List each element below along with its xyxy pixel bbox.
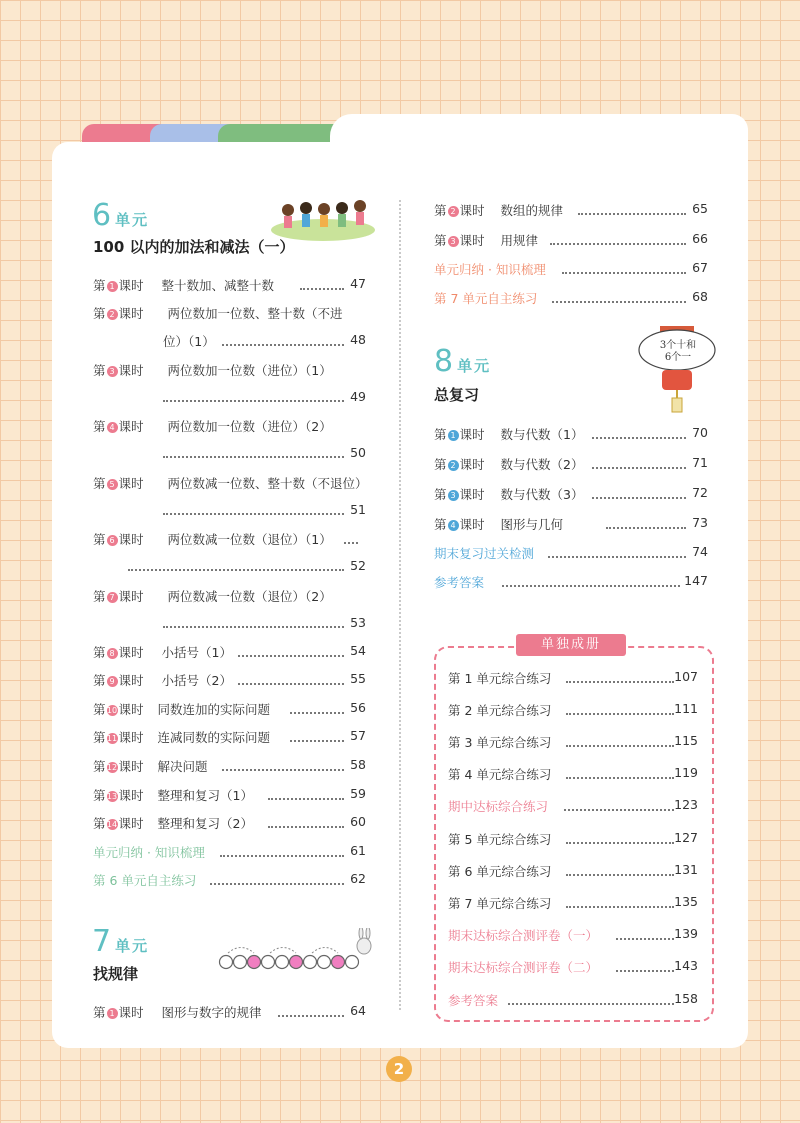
lesson-title: 同数连加的实际问题 (157, 702, 271, 717)
lesson-title: 数组的规律 (500, 203, 564, 218)
page-number: 158 (674, 991, 698, 1006)
leader-dots (592, 467, 686, 469)
booklet-entry[interactable]: 第 3 单元综合练习 (448, 735, 552, 750)
booklet-entry[interactable]: 第 7 单元综合练习 (448, 896, 552, 911)
lesson-title: 图形与几何 (500, 517, 564, 532)
page-number: 135 (674, 894, 698, 909)
leader-dots (578, 213, 686, 215)
unit7-practice-entry[interactable]: 第 7 单元自主练习 (434, 291, 538, 306)
page-number: 127 (674, 830, 698, 845)
page-number: 111 (674, 701, 698, 716)
lesson-number-badge: 2 (448, 460, 459, 471)
leader-dots (163, 626, 344, 628)
toc-entry[interactable]: 第 6 课时 两位数减一位数（退位）（1） (93, 532, 332, 547)
booklet-entry[interactable]: 第 4 单元综合练习 (448, 767, 552, 782)
page-number: 115 (674, 733, 698, 748)
toc-entry[interactable]: 第 3 课时 用规律 (434, 233, 539, 248)
lesson-number-badge: 1 (448, 430, 459, 441)
leader-dots (344, 542, 358, 544)
leader-dots (268, 798, 344, 800)
lantern-illustration (632, 322, 722, 418)
lesson-number-badge: 12 (106, 763, 118, 772)
booklet-entry[interactable]: 第 5 单元综合练习 (448, 832, 552, 847)
lesson-title: 小括号（1） (161, 645, 232, 660)
leader-dots (552, 301, 686, 303)
booklet-entry[interactable]: 参考答案 (448, 993, 499, 1008)
page-number: 52 (350, 558, 366, 573)
lesson-number-badge: 3 (448, 236, 459, 247)
page-number: 54 (350, 643, 366, 658)
page-number: 107 (674, 669, 698, 684)
lesson-number-badge: 8 (107, 648, 118, 659)
page-number: 67 (692, 260, 708, 275)
children-running-illustration (270, 196, 376, 242)
final-check-entry[interactable]: 期末复习过关检测 (434, 546, 535, 561)
toc-entry[interactable]: 第 5 课时 两位数减一位数、整十数（不退位） (93, 476, 368, 491)
page-number: 51 (350, 502, 366, 517)
page-number: 131 (674, 862, 698, 877)
unit8-heading (434, 344, 491, 379)
lesson-title: 数与代数（3） (500, 487, 584, 502)
leader-dots (300, 288, 344, 290)
toc-entry[interactable]: 第 9 课时 小括号（2） (93, 673, 232, 688)
page-number: 71 (692, 455, 708, 470)
toc-entry[interactable]: 第 1 课时 数与代数（1） (434, 427, 584, 442)
leader-dots (564, 809, 674, 811)
unit7-review-entry[interactable]: 单元归纳 · 知识梳理 (434, 262, 546, 277)
lesson-number-badge: 4 (448, 520, 459, 531)
page-number: 62 (350, 871, 366, 886)
page-number: 60 (350, 814, 366, 829)
lesson-title: 两位数减一位数（退位）（1） (167, 532, 332, 547)
unit6-word: 单元 (115, 211, 150, 229)
toc-entry[interactable]: 第11课时 连减同数的实际问题 (93, 730, 271, 745)
toc-entry[interactable]: 第 7 课时 两位数减一位数（退位）（2） (93, 589, 332, 604)
toc-entry[interactable]: 第 4 课时 两位数加一位数（进位）（2） (93, 419, 332, 434)
page-number: 56 (350, 700, 366, 715)
page-number: 64 (350, 1003, 366, 1018)
unit6-heading (92, 198, 149, 233)
lantern-shape (632, 322, 722, 418)
page-number: 72 (692, 485, 708, 500)
leader-dots (566, 842, 674, 844)
lesson-title: 两位数加一位数（进位）（1） (167, 363, 332, 378)
page-number: 147 (684, 573, 708, 588)
lesson-number-badge: 5 (107, 479, 118, 490)
lesson-number-badge: 10 (106, 706, 118, 715)
unit6-number: 6 (92, 198, 112, 233)
toc-entry[interactable]: 第 8 课时 小括号（1） (93, 645, 232, 660)
page-number: 68 (692, 289, 708, 304)
lesson-title: 连减同数的实际问题 (157, 730, 271, 745)
leader-dots (163, 513, 344, 515)
lesson-title: 整理和复习（1） (157, 788, 253, 803)
column-divider (399, 200, 401, 1010)
lesson-title: 小括号（2） (161, 673, 232, 688)
lesson-title: 图形与数字的规律 (161, 1005, 262, 1020)
lesson-title: 解决问题 (157, 759, 208, 774)
leader-dots (592, 497, 686, 499)
toc-entry[interactable]: 第 2 课时 数与代数（2） (434, 457, 584, 472)
page-number: 48 (350, 332, 366, 347)
page-number: 47 (350, 276, 366, 291)
leader-dots (502, 585, 680, 587)
leader-dots (222, 769, 344, 771)
leader-dots (290, 712, 344, 714)
leader-dots (238, 683, 344, 685)
answers-entry[interactable]: 参考答案 (434, 575, 485, 590)
leader-dots (210, 883, 344, 885)
lesson-number-badge: 6 (107, 535, 118, 546)
leader-dots (163, 456, 344, 458)
lesson-title: 整十数加、减整十数 (161, 278, 275, 293)
lesson-number-badge: 14 (106, 820, 118, 829)
unit6-title: 100 以内的加法和减法（一） (93, 238, 295, 256)
page-number: 65 (692, 201, 708, 216)
toc-entry[interactable]: 第14课时 整理和复习（2） (93, 816, 253, 831)
lesson-title: 数与代数（1） (500, 427, 584, 442)
page-number: 58 (350, 757, 366, 772)
lesson-number-badge: 1 (107, 1008, 118, 1019)
page-number: 73 (692, 515, 708, 530)
page-number: 49 (350, 389, 366, 404)
unit8-word: 单元 (457, 357, 492, 375)
leader-dots (606, 527, 686, 529)
lantern-text-line2: 6个一 (664, 352, 692, 363)
unit7-number: 7 (92, 924, 112, 959)
leader-dots (562, 272, 686, 274)
lesson-title: 两位数减一位数、整十数（不退位） (167, 476, 368, 491)
lesson-number-badge: 3 (107, 366, 118, 377)
page-number: 61 (350, 843, 366, 858)
page-number: 119 (674, 765, 698, 780)
leader-dots (238, 655, 344, 657)
page-number: 70 (692, 425, 708, 440)
booklet-entry[interactable]: 期末达标综合测评卷（一） (448, 928, 599, 943)
lesson-number-badge: 3 (448, 490, 459, 501)
leader-dots (616, 938, 674, 940)
unit6-review-entry[interactable]: 单元归纳 · 知识梳理 (93, 845, 205, 860)
leader-dots (128, 569, 344, 571)
unit7-heading (92, 924, 149, 959)
toc-entry[interactable]: 第 2 课时 两位数加一位数、整十数（不进 (93, 306, 343, 321)
leader-dots (566, 713, 674, 715)
unit8-number: 8 (434, 344, 454, 379)
leader-dots (290, 740, 344, 742)
unit8-title: 总复习 (434, 386, 480, 404)
lesson-number-badge: 11 (106, 734, 118, 743)
page-number: 50 (350, 445, 366, 460)
lesson-number-badge: 1 (107, 281, 118, 292)
leader-dots (268, 826, 344, 828)
lesson-number-badge: 7 (107, 592, 118, 603)
toc-entry[interactable]: 第13课时 整理和复习（1） (93, 788, 253, 803)
booklet-entry[interactable]: 期中达标综合练习 (448, 799, 549, 814)
leader-dots (616, 970, 674, 972)
toc-entry[interactable]: 第 4 课时 图形与几何 (434, 517, 564, 532)
page-number: 57 (350, 728, 366, 743)
lesson-number-badge: 2 (448, 206, 459, 217)
leader-dots (566, 874, 674, 876)
booklet-entry[interactable]: 第 1 单元综合练习 (448, 671, 552, 686)
page-number: 53 (350, 615, 366, 630)
toc-entry[interactable]: 第 1 课时 整十数加、减整十数 (93, 278, 275, 293)
lesson-title: 数与代数（2） (500, 457, 584, 472)
lesson-title: 两位数加一位数（进位）（2） (167, 419, 332, 434)
booklet-entry[interactable]: 期末达标综合测评卷（二） (448, 960, 599, 975)
toc-entry[interactable]: 第12课时 解决问题 (93, 759, 208, 774)
leader-dots (548, 556, 686, 558)
lesson-number-badge: 9 (107, 676, 118, 687)
toc-entry[interactable]: 第 1 课时 图形与数字的规律 (93, 1005, 262, 1020)
lantern-text-line1: 3个十和 (659, 340, 697, 351)
lesson-title: 两位数减一位数（退位）（2） (167, 589, 332, 604)
lesson-number-badge: 13 (106, 792, 118, 801)
page-number: 143 (674, 958, 698, 973)
page-number: 59 (350, 786, 366, 801)
leader-dots (566, 906, 674, 908)
leader-dots (163, 400, 344, 402)
unit6-practice-entry[interactable]: 第 6 单元自主练习 (93, 873, 197, 888)
leader-dots (566, 745, 674, 747)
leader-dots (220, 855, 344, 857)
page-number: 66 (692, 231, 708, 246)
lesson-number-badge: 4 (107, 422, 118, 433)
lesson-title: 整理和复习（2） (157, 816, 253, 831)
leader-dots (278, 1015, 344, 1017)
page-number: 74 (692, 544, 708, 559)
unit7-word: 单元 (115, 937, 150, 955)
page-number: 123 (674, 797, 698, 812)
unit7-title: 找规律 (93, 965, 139, 983)
pattern-circles-illustration (218, 928, 378, 972)
leader-dots (550, 243, 686, 245)
page-number: 139 (674, 926, 698, 941)
booklet-label: 单独成册 (516, 634, 626, 656)
toc-entry[interactable]: 第10课时 同数连加的实际问题 (93, 702, 271, 717)
lesson-number-badge: 2 (107, 309, 118, 320)
leader-dots (592, 437, 686, 439)
toc-entry[interactable]: 第 3 课时 数与代数（3） (434, 487, 584, 502)
toc-entry[interactable]: 第 3 课时 两位数加一位数（进位）（1） (93, 363, 332, 378)
booklet-entry[interactable]: 第 6 单元综合练习 (448, 864, 552, 879)
toc-entry[interactable]: 第 2 课时 数组的规律 (434, 203, 564, 218)
page-number-badge: 2 (386, 1056, 412, 1082)
leader-dots (566, 681, 674, 683)
leader-dots (566, 777, 674, 779)
leader-dots (508, 1003, 674, 1005)
lesson-title: 用规律 (500, 233, 539, 248)
lesson-title-continued: 位）（1） (163, 334, 215, 349)
page-number: 55 (350, 671, 366, 686)
booklet-entry[interactable]: 第 2 单元综合练习 (448, 703, 552, 718)
leader-dots (222, 344, 344, 346)
lesson-title: 两位数加一位数、整十数（不进 (167, 306, 343, 321)
